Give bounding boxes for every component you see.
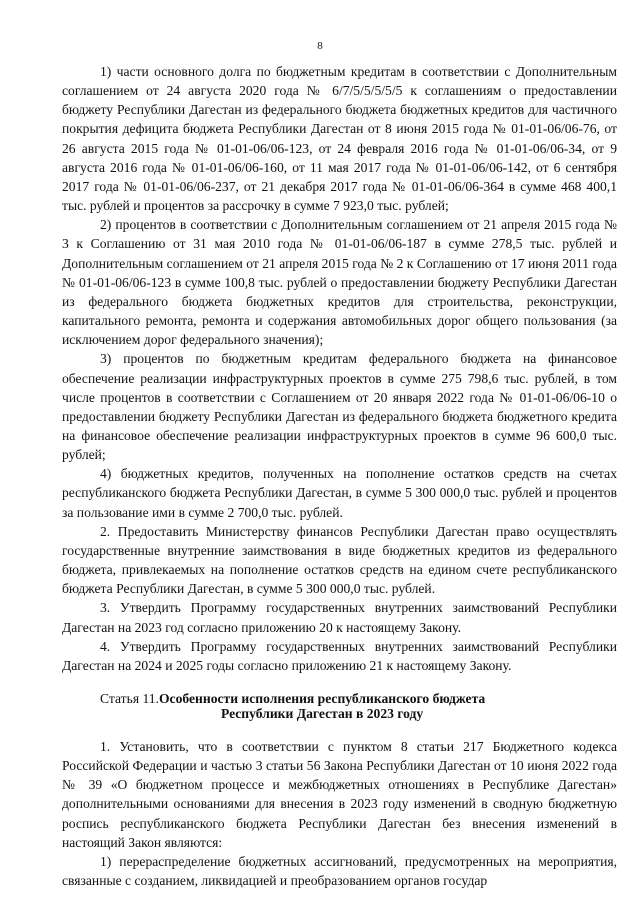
paragraph-program-2023: 3. Утвердить Программу государственных внутренних заимствований Республики Дагестан на 2023 год согласно приложению 20 к настоящему Закону. (62, 600, 617, 635)
article-label: Статья 11. (100, 691, 159, 706)
paragraph-borrowing-right: 2. Предоставить Министерству финансов Республики Дагестан право осуществлять государственные внутренние заимствования в виде бюджетных кредитов из федерального бюджета, привлекаемых на пополнение остатков средств на едином счете республиканского бюджета Республики Дагестан, в сумме 5 300 000,0 тыс. рублей. (62, 523, 617, 597)
article-title (159, 691, 485, 721)
paragraph-interest-infrastructure: 3) процентов по бюджетным кредитам федерального бюджета на финансовое обеспечение реализации инфраструктурных проектов в сумме 275 798,6 тыс. рублей, в том числе процентов в соответствии с Соглашением от 20 января 2022 года № 01-01-06/06-10 о предоставлении бюджету Республики Дагестан из федерального бюджета бюджетного кредита на финансовое обеспечение реализации инфраструктурных проектов в сумме 96 600,0 тыс. рублей; (62, 351, 617, 463)
paragraph-establish-grounds: 1. Установить, что в соответствии с пунктом 8 статьи 217 Бюджетного кодекса Российской Федерации и частью 3 статьи 56 Закона Республики Дагестан от 10 июня 2022 года № 39 «О бюджетном процессе и межбюджетных отношениях в Республике Дагестан» дополнительными основаниями для внесения в 2023 году изменений в сводную бюджетную роспись республиканского бюджета Республики Дагестан без внесения изменений в настоящий Закон являются: (62, 739, 617, 850)
paragraph-reallocation: 1) перераспределение бюджетных ассигнований, предусмотренных на мероприятия, связанные с созданием, ликвидацией и преобразованием органов государ (62, 853, 617, 889)
article-heading (62, 691, 617, 721)
page-number: 8 (317, 40, 323, 52)
paragraph-interest-road-credits: 2) процентов в соответствии с Дополнительным соглашением от 21 апреля 2015 года № 3 к Соглашению от 31 мая 2010 года № 01-01-06/06-187 в сумме 278,5 тыс. рублей и Дополнительным соглашением от 21 апреля 2015 года № 2 к Соглашению от 17 июня 2011 года № 01-01-06/06-123 в сумме 100,8 тыс. рублей о предоставлении бюджету Республики Дагестан из федерального бюджета бюджетных кредитов для строительства, реконструкции, капитального ремонта, ремонта и содержания автомобильных дорог общего пользования (за исключением дорог федерального значения); (62, 217, 617, 348)
document-body (62, 62, 617, 890)
paragraph-program-2024-2025: 4. Утвердить Программу государственных внутренних заимствований Республики Дагестан на 2024 и 2025 годы согласно приложению 21 к настоящему Закону. (62, 638, 617, 673)
paragraph-debt-principal: 1) части основного долга по бюджетным кредитам в соответствии с Дополнительным соглашением от 24 августа 2020 года № 6/7/5/5/5/5/5 к соглашениям о предоставлении бюджету Республики Дагестан из федерального бюджета бюджетных кредитов для частичного покрытия дефицита бюджета Республики Дагестан от 8 июня 2015 года № 01-01-06/06-76, от 26 августа 2015 года № 01-01-06/06-123, от 24 февраля 2016 года № 01-01-06/06-34, от 9 августа 2016 года № 01-01-06/06-160, от 11 мая 2017 года № 01-01-06/06-142, от 6 сентября 2017 года № 01-01-06/06-237, от 21 декабря 2017 года № 01-01-06/06-364 в сумме 468 400,1 тыс. рублей и процентов за рассрочку в сумме 7 923,0 тыс. рублей; (62, 64, 617, 214)
article-title-line-2: Республики Дагестан в 2023 году (220, 706, 424, 721)
article-title-line-1: Особенности исполнения республиканского бюджета (158, 691, 486, 706)
paragraph-budget-credits: 4) бюджетных кредитов, полученных на пополнение остатков средств на счетах республиканского бюджета Республики Дагестан, в сумме 5 300 000,0 тыс. рублей и процентов за пользование ими в сумме 2 700,0 тыс. рублей. (62, 466, 617, 520)
